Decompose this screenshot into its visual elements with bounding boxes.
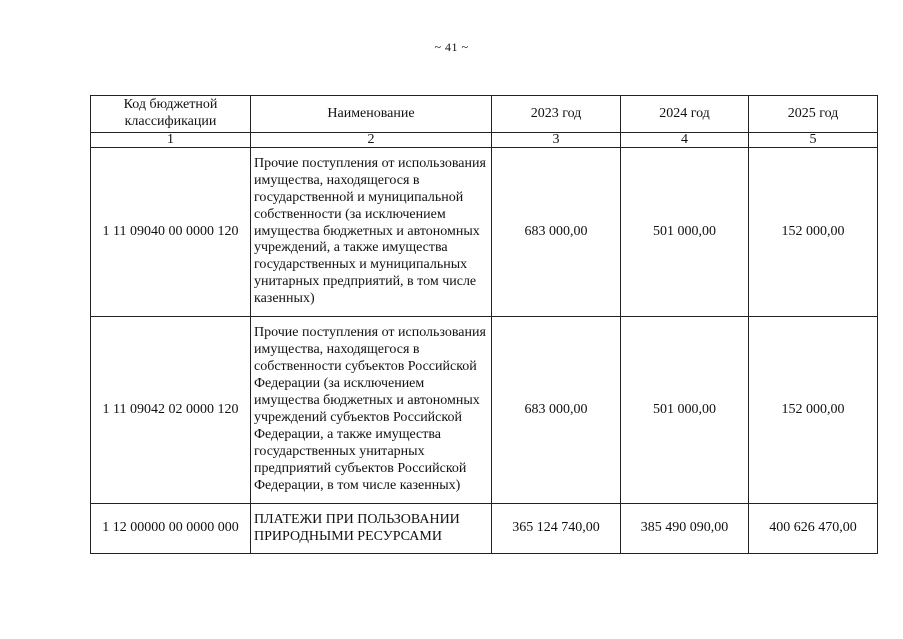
column-number: 5: [749, 133, 878, 148]
header-2023: 2023 год: [492, 96, 621, 133]
item-name: Прочие поступления от использования имущества, находящегося в государственной и муниципальной собственности (за исключением имущества бюджетных и автономных учреждений, а также имущества государственных и муниципальных унитарных предприятий, в том числе казенных): [251, 148, 492, 317]
amount-2025: 152 000,00: [749, 148, 878, 317]
table-row: [91, 317, 878, 504]
amount-2024: 501 000,00: [621, 148, 749, 317]
budget-code: 1 11 09040 00 0000 120: [91, 148, 251, 317]
item-name: Прочие поступления от использования имущества, находящегося в собственности субъектов Российской Федерации (за исключением имущества бюджетных и автономных учреждений субъектов Российской Федерации, а также имущества государственных унитарных предприятий субъектов Российской Федерации, в том числе казенных): [251, 317, 492, 504]
header-2024: 2024 год: [621, 96, 749, 133]
amount-2025: 152 000,00: [749, 317, 878, 504]
amount-2023: 683 000,00: [492, 148, 621, 317]
budget-code: 1 12 00000 00 0000 000: [91, 504, 251, 554]
table-row: [91, 148, 878, 317]
column-number: 1: [91, 133, 251, 148]
amount-2023: 365 124 740,00: [492, 504, 621, 554]
column-number: 2: [251, 133, 492, 148]
column-number-row: [91, 133, 878, 148]
column-number: 4: [621, 133, 749, 148]
header-2025: 2025 год: [749, 96, 878, 133]
amount-2025: 400 626 470,00: [749, 504, 878, 554]
amount-2024: 501 000,00: [621, 317, 749, 504]
table-header-row: [91, 96, 878, 133]
column-number: 3: [492, 133, 621, 148]
budget-code: 1 11 09042 02 0000 120: [91, 317, 251, 504]
item-name: ПЛАТЕЖИ ПРИ ПОЛЬЗОВАНИИ ПРИРОДНЫМИ РЕСУРСАМИ: [251, 504, 492, 554]
amount-2023: 683 000,00: [492, 317, 621, 504]
budget-table: [90, 95, 878, 554]
page-number: ~ 41 ~: [434, 40, 469, 54]
header-code: Код бюджетной классификации: [91, 96, 251, 133]
table-row-total: [91, 504, 878, 554]
header-name: Наименование: [251, 96, 492, 133]
amount-2024: 385 490 090,00: [621, 504, 749, 554]
